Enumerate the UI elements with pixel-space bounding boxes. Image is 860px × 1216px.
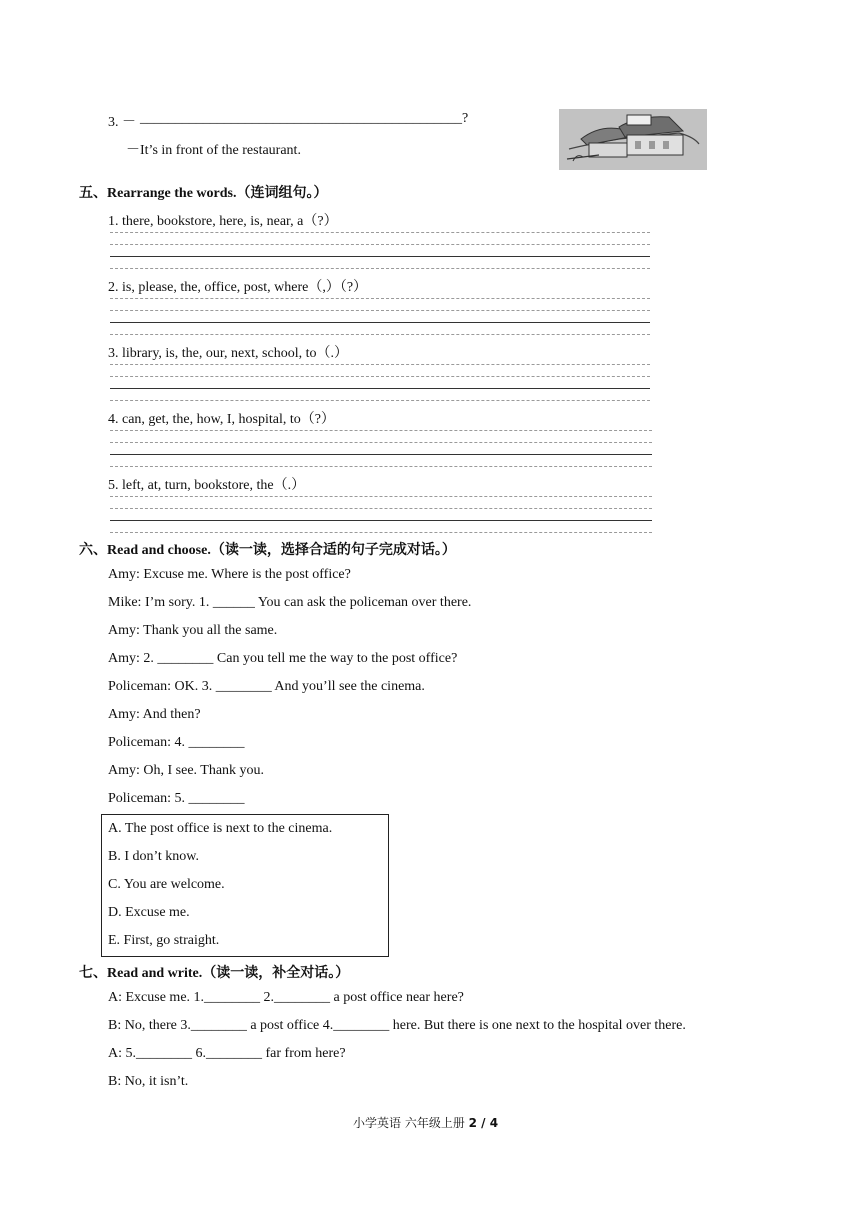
dialogue-line: Policeman: OK. 3. ________ And you’ll see the cinema. [108, 679, 425, 694]
rearrange-item-1: 1. there, bookstore, here, is, near, a（?） [108, 214, 338, 229]
writing-line[interactable] [110, 430, 652, 431]
writing-line[interactable] [110, 298, 650, 299]
page-footer [353, 1114, 498, 1131]
dialogue-line: Amy: 2. ________ Can you tell me the way to the post office? [108, 651, 458, 666]
dialogue-line: Amy: And then? [108, 707, 201, 722]
q3-answer: －It’s in front of the restaurant. [126, 143, 301, 158]
footer-label: 小学英语 六年级上册 [353, 1116, 469, 1130]
rearrange-item-2: 2. is, please, the, office, post, where（,）（?） [108, 280, 368, 295]
writing-line[interactable] [110, 376, 650, 377]
option-d: D. Excuse me. [108, 905, 190, 920]
restaurant-picture [559, 109, 707, 170]
restaurant-sketch-icon [559, 109, 707, 170]
page-number: 2 / 4 [468, 1116, 499, 1130]
writing-line[interactable] [110, 244, 650, 245]
writing-line[interactable] [110, 520, 652, 521]
writing-line[interactable] [110, 388, 650, 389]
dialogue-line: Policeman: 4. ________ [108, 735, 245, 750]
writing-line[interactable] [110, 256, 650, 257]
writing-line[interactable] [110, 400, 650, 401]
writing-line[interactable] [110, 310, 650, 311]
q3-prefix: 3. － [108, 115, 136, 130]
option-e: E. First, go straight. [108, 933, 220, 948]
section5-title: 五、Rearrange the words.（连词组句。） [79, 186, 328, 201]
writing-line[interactable] [110, 496, 652, 497]
dialogue-line: B: No, there 3.________ a post office 4.________ here. But there is one next to the hospital over there. [108, 1018, 686, 1033]
writing-line[interactable] [110, 322, 650, 323]
section7-title: 七、Read and write.（读一读，补全对话。） [79, 966, 350, 981]
section6-title: 六、Read and choose.（读一读，选择合适的句子完成对话。） [79, 543, 456, 558]
dialogue-line: B: No, it isn’t. [108, 1074, 189, 1089]
writing-line[interactable] [110, 508, 652, 509]
rearrange-item-3: 3. library, is, the, our, next, school, to（.） [108, 346, 348, 361]
writing-line[interactable] [110, 466, 652, 467]
option-a: A. The post office is next to the cinema. [108, 821, 333, 836]
dialogue-line: Amy: Thank you all the same. [108, 623, 278, 638]
dialogue-line: Amy: Excuse me. Where is the post office? [108, 567, 351, 582]
writing-line[interactable] [110, 532, 652, 533]
option-b: B. I don’t know. [108, 849, 199, 864]
writing-line[interactable] [110, 442, 652, 443]
dialogue-line: Mike: I’m sory. 1. ______ You can ask the policeman over there. [108, 595, 472, 610]
dialogue-line: Amy: Oh, I see. Thank you. [108, 763, 265, 778]
writing-line[interactable] [110, 364, 650, 365]
writing-line[interactable] [110, 334, 650, 335]
dialogue-line: A: Excuse me. 1.________ 2.________ a post office near here? [108, 990, 464, 1005]
rearrange-item-5: 5. left, at, turn, bookstore, the（.） [108, 478, 306, 493]
dialogue-line: Policeman: 5. ________ [108, 791, 245, 806]
writing-line[interactable] [110, 454, 652, 455]
rearrange-item-4: 4. can, get, the, how, I, hospital, to（?） [108, 412, 335, 427]
option-c: C. You are welcome. [108, 877, 225, 892]
dialogue-line: A: 5.________ 6.________ far from here? [108, 1046, 346, 1061]
writing-line[interactable] [110, 268, 650, 269]
writing-line[interactable] [110, 232, 650, 233]
q3-blank[interactable]: ______________________________________________? [140, 111, 469, 126]
